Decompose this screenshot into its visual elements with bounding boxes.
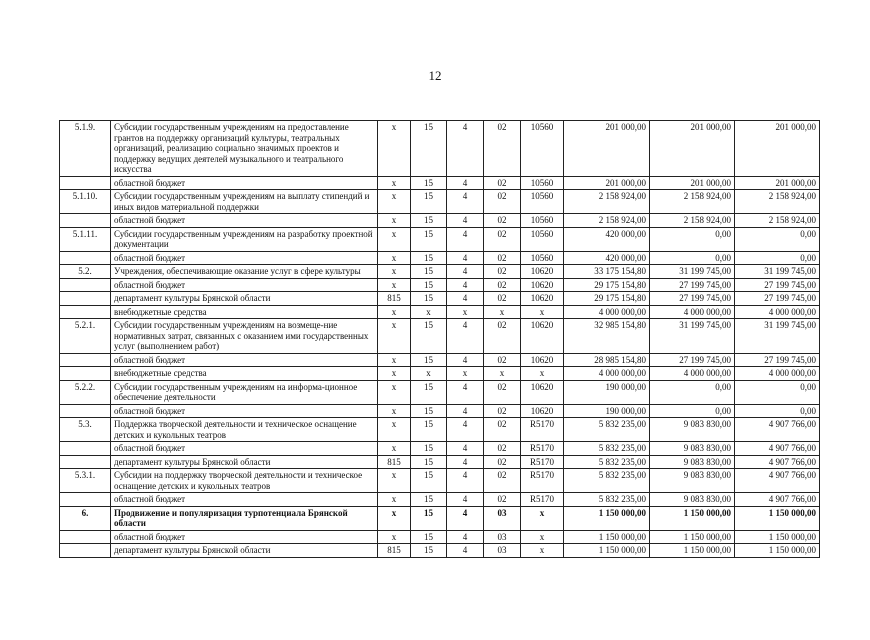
cell-value-year1: 5 832 235,00	[564, 455, 650, 469]
cell-value-year2: 9 083 830,00	[650, 455, 735, 469]
cell-name: областной бюджет	[111, 442, 378, 456]
table-row	[60, 227, 820, 251]
cell-direction: 10560	[521, 214, 564, 228]
cell-name: Субсидии на поддержку творческой деятельности и техническое оснащение детских и кукольных театров	[111, 469, 378, 493]
table-row	[60, 506, 820, 530]
cell-number	[60, 278, 111, 292]
cell-direction: x	[521, 506, 564, 530]
cell-code-15: 15	[411, 506, 447, 530]
cell-direction: 10620	[521, 380, 564, 404]
cell-subprogram: 02	[484, 319, 521, 354]
cell-code-4: 4	[447, 404, 484, 418]
table-row	[60, 404, 820, 418]
cell-gr: x	[378, 278, 411, 292]
table-row	[60, 265, 820, 279]
table-row	[60, 455, 820, 469]
cell-number: 5.1.11.	[60, 227, 111, 251]
cell-name: областной бюджет	[111, 404, 378, 418]
cell-code-4: 4	[447, 530, 484, 544]
cell-subprogram: 03	[484, 544, 521, 558]
cell-subprogram: 02	[484, 418, 521, 442]
cell-name: Субсидии государственным учреждениям на предоставление грантов на поддержку организаций культуры, театральных организаций, реализацию социально значимых проектов и поддержку ведущих деятелей музыкального и театрального искусства	[111, 121, 378, 177]
table-row	[60, 251, 820, 265]
cell-code-4: 4	[447, 380, 484, 404]
cell-direction: 10620	[521, 278, 564, 292]
table-row	[60, 353, 820, 367]
cell-number: 5.1.9.	[60, 121, 111, 177]
cell-gr: x	[378, 353, 411, 367]
cell-value-year1: 5 832 235,00	[564, 493, 650, 507]
cell-value-year3: 1 150 000,00	[735, 544, 820, 558]
cell-value-year2: 201 000,00	[650, 176, 735, 190]
cell-gr: x	[378, 493, 411, 507]
cell-direction: 10560	[521, 121, 564, 177]
cell-value-year3: 0,00	[735, 404, 820, 418]
cell-subprogram: 02	[484, 292, 521, 306]
cell-gr: x	[378, 367, 411, 381]
cell-value-year1: 1 150 000,00	[564, 506, 650, 530]
cell-code-15: 15	[411, 380, 447, 404]
cell-value-year2: 9 083 830,00	[650, 493, 735, 507]
cell-gr: x	[378, 442, 411, 456]
cell-direction: 10560	[521, 251, 564, 265]
cell-value-year1: 5 832 235,00	[564, 418, 650, 442]
table-row	[60, 278, 820, 292]
cell-value-year1: 190 000,00	[564, 380, 650, 404]
cell-subprogram: 02	[484, 176, 521, 190]
cell-value-year2: 201 000,00	[650, 121, 735, 177]
cell-number	[60, 404, 111, 418]
cell-value-year2: 1 150 000,00	[650, 544, 735, 558]
cell-value-year3: 27 199 745,00	[735, 278, 820, 292]
cell-code-15: 15	[411, 404, 447, 418]
cell-name: департамент культуры Брянской области	[111, 292, 378, 306]
cell-number	[60, 292, 111, 306]
cell-code-15: 15	[411, 278, 447, 292]
table-body	[60, 121, 820, 558]
cell-value-year3: 1 150 000,00	[735, 530, 820, 544]
cell-value-year2: 27 199 745,00	[650, 278, 735, 292]
cell-number	[60, 353, 111, 367]
cell-code-15: 15	[411, 227, 447, 251]
cell-value-year3: 0,00	[735, 380, 820, 404]
cell-direction: x	[521, 305, 564, 319]
cell-direction: 10620	[521, 292, 564, 306]
cell-code-15: 15	[411, 176, 447, 190]
cell-direction: 10620	[521, 265, 564, 279]
cell-subprogram: x	[484, 367, 521, 381]
cell-value-year1: 4 000 000,00	[564, 305, 650, 319]
cell-code-4: 4	[447, 469, 484, 493]
cell-value-year2: 0,00	[650, 251, 735, 265]
cell-name: департамент культуры Брянской области	[111, 455, 378, 469]
cell-name: областной бюджет	[111, 530, 378, 544]
cell-code-15: 15	[411, 493, 447, 507]
cell-code-4: 4	[447, 121, 484, 177]
cell-gr: x	[378, 404, 411, 418]
cell-value-year2: 2 158 924,00	[650, 190, 735, 214]
cell-name: Субсидии государственным учреждениям на информа-ционное обеспечение деятельности	[111, 380, 378, 404]
cell-value-year3: 27 199 745,00	[735, 292, 820, 306]
cell-number	[60, 176, 111, 190]
cell-value-year3: 4 907 766,00	[735, 469, 820, 493]
cell-value-year2: 4 000 000,00	[650, 367, 735, 381]
cell-gr: x	[378, 418, 411, 442]
cell-gr: x	[378, 380, 411, 404]
cell-value-year1: 201 000,00	[564, 121, 650, 177]
cell-name: Продвижение и популяризация турпотенциала Брянской области	[111, 506, 378, 530]
cell-subprogram: 02	[484, 353, 521, 367]
cell-value-year3: 4 000 000,00	[735, 367, 820, 381]
cell-value-year1: 190 000,00	[564, 404, 650, 418]
cell-name: внебюджетные средства	[111, 367, 378, 381]
cell-code-15: 15	[411, 442, 447, 456]
cell-number: 5.3.	[60, 418, 111, 442]
cell-value-year1: 33 175 154,80	[564, 265, 650, 279]
cell-code-15: 15	[411, 469, 447, 493]
table-row	[60, 305, 820, 319]
cell-subprogram: 02	[484, 380, 521, 404]
cell-value-year1: 32 985 154,80	[564, 319, 650, 354]
cell-number: 5.3.1.	[60, 469, 111, 493]
cell-gr: x	[378, 190, 411, 214]
cell-subprogram: 02	[484, 121, 521, 177]
cell-number	[60, 305, 111, 319]
cell-value-year2: 1 150 000,00	[650, 506, 735, 530]
cell-value-year3: 2 158 924,00	[735, 190, 820, 214]
cell-subprogram: 02	[484, 214, 521, 228]
cell-value-year3: 201 000,00	[735, 121, 820, 177]
cell-code-15: 15	[411, 530, 447, 544]
cell-value-year2: 2 158 924,00	[650, 214, 735, 228]
cell-value-year1: 2 158 924,00	[564, 214, 650, 228]
cell-value-year1: 29 175 154,80	[564, 292, 650, 306]
cell-code-4: 4	[447, 278, 484, 292]
cell-value-year2: 0,00	[650, 227, 735, 251]
cell-direction: 10560	[521, 227, 564, 251]
cell-direction: x	[521, 530, 564, 544]
cell-direction: 10620	[521, 404, 564, 418]
cell-direction: x	[521, 367, 564, 381]
cell-code-4: 4	[447, 506, 484, 530]
cell-name: областной бюджет	[111, 176, 378, 190]
cell-number: 6.	[60, 506, 111, 530]
cell-value-year2: 1 150 000,00	[650, 530, 735, 544]
cell-gr: 815	[378, 544, 411, 558]
cell-code-15: 15	[411, 121, 447, 177]
cell-name: областной бюджет	[111, 214, 378, 228]
cell-name: департамент культуры Брянской области	[111, 544, 378, 558]
cell-value-year2: 9 083 830,00	[650, 469, 735, 493]
cell-subprogram: 02	[484, 251, 521, 265]
cell-code-4: 4	[447, 292, 484, 306]
cell-code-15: 15	[411, 265, 447, 279]
cell-subprogram: 03	[484, 530, 521, 544]
cell-number: 5.2.1.	[60, 319, 111, 354]
cell-value-year2: 4 000 000,00	[650, 305, 735, 319]
cell-value-year3: 31 199 745,00	[735, 265, 820, 279]
cell-value-year1: 28 985 154,80	[564, 353, 650, 367]
cell-number: 5.1.10.	[60, 190, 111, 214]
cell-code-4: 4	[447, 227, 484, 251]
table-row	[60, 380, 820, 404]
cell-value-year3: 31 199 745,00	[735, 319, 820, 354]
cell-value-year3: 4 907 766,00	[735, 442, 820, 456]
cell-code-15: x	[411, 305, 447, 319]
cell-gr: x	[378, 469, 411, 493]
cell-gr: x	[378, 305, 411, 319]
cell-value-year2: 31 199 745,00	[650, 319, 735, 354]
cell-direction: 10620	[521, 353, 564, 367]
cell-value-year2: 27 199 745,00	[650, 292, 735, 306]
cell-code-15: 15	[411, 418, 447, 442]
page-number: 12	[428, 68, 442, 83]
cell-number	[60, 251, 111, 265]
cell-code-4: x	[447, 305, 484, 319]
cell-value-year1: 420 000,00	[564, 251, 650, 265]
cell-direction: R5170	[521, 469, 564, 493]
cell-name: внебюджетные средства	[111, 305, 378, 319]
cell-code-4: 4	[447, 265, 484, 279]
cell-value-year1: 5 832 235,00	[564, 469, 650, 493]
cell-number	[60, 367, 111, 381]
table-row	[60, 469, 820, 493]
cell-gr: x	[378, 176, 411, 190]
cell-value-year3: 27 199 745,00	[735, 353, 820, 367]
cell-value-year1: 2 158 924,00	[564, 190, 650, 214]
cell-code-15: 15	[411, 353, 447, 367]
cell-subprogram: 03	[484, 506, 521, 530]
cell-gr: x	[378, 121, 411, 177]
cell-code-4: 4	[447, 455, 484, 469]
cell-code-4: 4	[447, 353, 484, 367]
table-row	[60, 530, 820, 544]
cell-value-year3: 1 150 000,00	[735, 506, 820, 530]
table-row	[60, 190, 820, 214]
cell-code-4: 4	[447, 214, 484, 228]
cell-direction: 10560	[521, 176, 564, 190]
cell-code-15: 15	[411, 319, 447, 354]
cell-code-15: 15	[411, 455, 447, 469]
cell-name: Поддержка творческой деятельности и техническое оснащение детских и кукольных театров	[111, 418, 378, 442]
table-row	[60, 493, 820, 507]
cell-value-year1: 201 000,00	[564, 176, 650, 190]
cell-subprogram: 02	[484, 265, 521, 279]
cell-code-4: 4	[447, 493, 484, 507]
cell-subprogram: 02	[484, 190, 521, 214]
cell-name: Субсидии государственным учреждениям на возмеще-ние нормативных затрат, связанных с оказанием ими государственных услуг (выполнением работ)	[111, 319, 378, 354]
cell-value-year3: 4 000 000,00	[735, 305, 820, 319]
cell-name: областной бюджет	[111, 493, 378, 507]
cell-gr: x	[378, 319, 411, 354]
cell-code-15: 15	[411, 190, 447, 214]
budget-table	[59, 120, 820, 558]
cell-name: областной бюджет	[111, 251, 378, 265]
cell-value-year3: 0,00	[735, 251, 820, 265]
cell-subprogram: 02	[484, 455, 521, 469]
cell-direction: x	[521, 544, 564, 558]
cell-name: областной бюджет	[111, 353, 378, 367]
cell-direction: R5170	[521, 418, 564, 442]
cell-number	[60, 214, 111, 228]
cell-code-15: 15	[411, 251, 447, 265]
cell-subprogram: 02	[484, 404, 521, 418]
cell-number	[60, 442, 111, 456]
cell-direction: R5170	[521, 493, 564, 507]
cell-value-year3: 4 907 766,00	[735, 418, 820, 442]
cell-code-4: 4	[447, 176, 484, 190]
cell-subprogram: 02	[484, 227, 521, 251]
cell-gr: x	[378, 227, 411, 251]
cell-code-4: 4	[447, 319, 484, 354]
table-row	[60, 319, 820, 354]
cell-code-4: 4	[447, 544, 484, 558]
cell-value-year2: 9 083 830,00	[650, 418, 735, 442]
cell-value-year3: 0,00	[735, 227, 820, 251]
cell-value-year2: 31 199 745,00	[650, 265, 735, 279]
cell-gr: x	[378, 506, 411, 530]
cell-direction: 10620	[521, 319, 564, 354]
cell-code-4: x	[447, 367, 484, 381]
cell-value-year1: 4 000 000,00	[564, 367, 650, 381]
cell-code-4: 4	[447, 251, 484, 265]
cell-subprogram: x	[484, 305, 521, 319]
cell-name: Субсидии государственным учреждениям на разработку проектной документации	[111, 227, 378, 251]
cell-number	[60, 544, 111, 558]
cell-name: Учреждения, обеспечивающие оказание услуг в сфере культуры	[111, 265, 378, 279]
cell-subprogram: 02	[484, 442, 521, 456]
cell-subprogram: 02	[484, 278, 521, 292]
cell-value-year3: 4 907 766,00	[735, 455, 820, 469]
cell-number	[60, 455, 111, 469]
cell-code-4: 4	[447, 190, 484, 214]
cell-gr: x	[378, 265, 411, 279]
cell-name: Субсидии государственным учреждениям на выплату стипендий и иных видов материальной поддержки	[111, 190, 378, 214]
cell-value-year1: 29 175 154,80	[564, 278, 650, 292]
table-row	[60, 418, 820, 442]
cell-number: 5.2.2.	[60, 380, 111, 404]
cell-code-4: 4	[447, 418, 484, 442]
cell-value-year2: 0,00	[650, 404, 735, 418]
cell-gr: x	[378, 530, 411, 544]
cell-value-year3: 201 000,00	[735, 176, 820, 190]
cell-value-year1: 1 150 000,00	[564, 530, 650, 544]
cell-value-year2: 0,00	[650, 380, 735, 404]
cell-code-15: 15	[411, 292, 447, 306]
cell-number: 5.2.	[60, 265, 111, 279]
cell-subprogram: 02	[484, 493, 521, 507]
cell-value-year3: 4 907 766,00	[735, 493, 820, 507]
cell-code-15: x	[411, 367, 447, 381]
table-row	[60, 292, 820, 306]
cell-code-4: 4	[447, 442, 484, 456]
cell-number	[60, 530, 111, 544]
cell-value-year1: 1 150 000,00	[564, 544, 650, 558]
cell-number	[60, 493, 111, 507]
table-row	[60, 214, 820, 228]
cell-direction: R5170	[521, 455, 564, 469]
cell-code-15: 15	[411, 544, 447, 558]
table-row	[60, 544, 820, 558]
cell-gr: x	[378, 251, 411, 265]
cell-gr: x	[378, 214, 411, 228]
cell-name: областной бюджет	[111, 278, 378, 292]
cell-gr: 815	[378, 292, 411, 306]
cell-direction: 10560	[521, 190, 564, 214]
cell-gr: 815	[378, 455, 411, 469]
cell-code-15: 15	[411, 214, 447, 228]
cell-value-year2: 9 083 830,00	[650, 442, 735, 456]
cell-value-year1: 5 832 235,00	[564, 442, 650, 456]
cell-value-year1: 420 000,00	[564, 227, 650, 251]
cell-subprogram: 02	[484, 469, 521, 493]
cell-value-year3: 2 158 924,00	[735, 214, 820, 228]
cell-value-year2: 27 199 745,00	[650, 353, 735, 367]
table-row	[60, 367, 820, 381]
table-row	[60, 176, 820, 190]
table-row	[60, 442, 820, 456]
table-row	[60, 121, 820, 177]
cell-direction: R5170	[521, 442, 564, 456]
